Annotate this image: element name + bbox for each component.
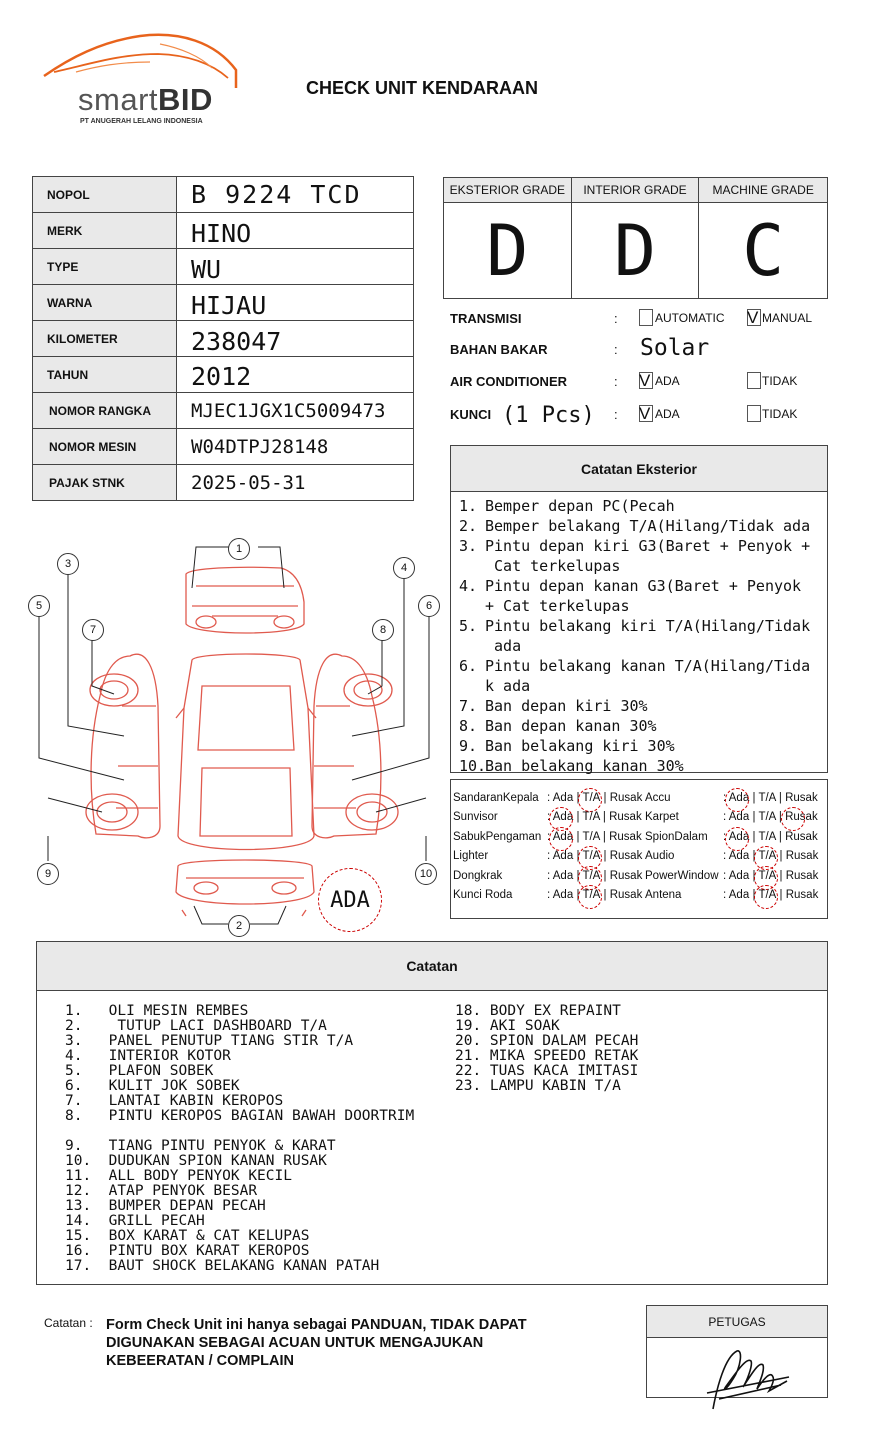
info-value: 2025-05-31: [177, 465, 414, 501]
accessory-options: [723, 870, 818, 882]
option-separator: |: [576, 850, 580, 863]
exterior-note-text: Bemper depan PC(Pecah: [485, 497, 675, 515]
callout-3: 3: [57, 553, 79, 575]
spec-label: BAHAN BAKAR: [450, 342, 548, 357]
accessory-colon: :: [547, 889, 551, 901]
grade-exterior: [444, 178, 572, 298]
info-label: WARNA: [33, 285, 177, 321]
accessory-option-label: T/A: [758, 830, 776, 843]
info-row: [33, 393, 414, 429]
spec-label: TRANSMISI: [450, 311, 522, 326]
accessory-option-rusak[interactable]: [786, 870, 819, 882]
accessory-option-label: Ada: [728, 869, 750, 882]
car-swoosh-logo-icon: [40, 28, 240, 88]
option-separator: |: [752, 850, 756, 863]
selected-circle-icon: [725, 827, 749, 851]
accessory-option-label: Rusak: [785, 830, 818, 843]
car-outline-diagram: [26, 536, 446, 936]
accessory-option-label: T/A: [758, 811, 776, 824]
accessory-row: [451, 889, 827, 907]
accessory-option-ada[interactable]: [729, 889, 749, 901]
accessory-option-label: Ada: [728, 830, 750, 843]
accessory-row: [451, 811, 827, 829]
exterior-note-item: [459, 536, 827, 556]
spec-kunci: [450, 403, 830, 427]
grade-value: D: [613, 209, 657, 292]
selected-circle-icon: [754, 885, 778, 909]
general-notes-left: 1. OLI MESIN REMBES 2. TUTUP LACI DASHBOARD T/A 3. PANEL PENUTUP TIANG STIR T/A 4. INTERIOR KOTOR 5. PLAFON SOBEK 6. KULIT JOK SOBEK 7. LANTAI KABIN KEROPOS 8. PINTU KEROPOS BAGIAN BAWAH DOORTRIM 9. TIANG PINTU PENYOK & KARAT 10. DUDUKAN SPION KANAN RUSAK 11. ALL BODY PENYOK KECIL 12. ATAP PENYOK BESAR 13. BUMPER DEPAN PECAH 14. GRILL PECAH 15. BOX KARAT & CAT KELUPAS 16. PINTU BOX KARAT KEROPOS 17. BAUT SHOCK BELAKANG KANAN PATAH: [65, 1003, 415, 1274]
spec-colon: :: [614, 407, 618, 422]
spec-colon: :: [614, 311, 618, 326]
accessory-row: [451, 850, 827, 868]
accessories-panel: [450, 779, 828, 919]
exterior-note-number: 3.: [459, 537, 478, 555]
accessory-option-label: Rusak: [785, 811, 818, 824]
accessory-option-label: Rusak: [609, 811, 642, 824]
manual-label: MANUAL: [762, 311, 813, 325]
accessory-colon: :: [547, 869, 551, 882]
accessory-option-label: Rusak: [609, 792, 643, 804]
exterior-note-text: Pintu belakang kanan T/A(Hilang/Tida: [485, 657, 811, 675]
accessory-option-label: Ada: [728, 792, 750, 804]
general-notes-right: 18. BODY EX REPAINT 19. AKI SOAK 20. SPION DALAM PECAH 21. MIKA SPEEDO RETAK 22. TUAS KACA IMITASI 23. LAMPU KABIN T/A: [455, 1003, 639, 1094]
accessory-option-label: Rusak: [609, 850, 643, 863]
accessory-colon: :: [723, 850, 727, 863]
document-title: CHECK UNIT KENDARAAN: [306, 78, 538, 98]
exterior-note-number: 9.: [459, 737, 478, 755]
info-value: W04DTPJ28148: [177, 429, 414, 465]
exterior-note-number: [459, 556, 485, 576]
accessory-option-label: Ada: [552, 811, 574, 824]
option-separator: |: [779, 850, 783, 863]
accessory-option-label: T/A: [582, 889, 601, 901]
exterior-note-item: [459, 576, 827, 596]
grade-label: INTERIOR GRADE: [572, 178, 699, 203]
exterior-note-text: Cat terkelupas: [485, 557, 621, 575]
accessory-option-label: Rusak: [609, 889, 643, 901]
accessory-option-ta[interactable]: [758, 792, 775, 804]
kunci-ada-checkbox[interactable]: [639, 405, 653, 422]
option-separator: |: [752, 830, 756, 843]
accessory-option-ada[interactable]: [729, 811, 749, 823]
callout-10: 10: [415, 863, 437, 885]
fuel-value: Solar: [640, 335, 710, 361]
accessory-name: Antena: [645, 889, 682, 901]
exterior-note-item: [459, 596, 827, 616]
option-separator: |: [576, 830, 580, 843]
info-label: KILOMETER: [33, 321, 177, 357]
accessory-name: SabukPengaman: [453, 830, 542, 843]
kunci-tidak-checkbox[interactable]: [747, 405, 761, 422]
accessory-options: [723, 792, 818, 804]
option-separator: |: [576, 792, 580, 804]
accessory-option-label: T/A: [582, 811, 600, 824]
exterior-note-number: [459, 676, 485, 696]
option-separator: |: [603, 792, 607, 804]
info-value: HIJAU: [177, 285, 414, 321]
option-separator: |: [602, 811, 606, 824]
check-mark-icon: V: [639, 404, 651, 423]
info-row: [33, 357, 414, 393]
ac-tidak-label: TIDAK: [762, 374, 798, 388]
option-separator: |: [576, 889, 580, 901]
accessory-options: [723, 889, 818, 901]
exterior-note-item: [459, 676, 827, 696]
info-value: 2012: [177, 357, 414, 393]
accessory-option-rusak[interactable]: [786, 889, 819, 901]
accessory-option-ada[interactable]: [729, 831, 749, 843]
accessory-option-label: Rusak: [785, 869, 819, 882]
accessory-option-label: T/A: [582, 850, 601, 863]
spec-ac: [450, 370, 830, 394]
accessory-option-label: Rusak: [609, 830, 642, 843]
exterior-note-number: 10.: [459, 757, 487, 775]
accessory-options: [723, 831, 818, 843]
exterior-note-item: [459, 656, 827, 676]
exterior-note-text: + Cat terkelupas: [485, 597, 630, 615]
general-notes-panel: [36, 941, 828, 1285]
accessory-option-ada[interactable]: [729, 850, 749, 862]
option-separator: |: [779, 889, 783, 901]
spec-bahan-bakar: [450, 335, 830, 362]
info-value: WU: [177, 249, 414, 285]
exterior-note-text: Pintu depan kiri G3(Baret + Penyok +: [485, 537, 811, 555]
logo-brand-prefix: smart: [78, 82, 158, 117]
accessory-colon: :: [547, 811, 551, 824]
info-value: 238047: [177, 321, 414, 357]
accessory-name: Lighter: [453, 850, 489, 863]
option-separator: |: [603, 889, 607, 901]
spec-label: AIR CONDITIONER: [450, 374, 567, 389]
exterior-note-item: [459, 716, 827, 736]
accessory-option-rusak[interactable]: [785, 831, 818, 843]
disclaimer-text: Form Check Unit ini hanya sebagai PANDUAN, TIDAK DAPAT DIGUNAKAN SEBAGAI ACUAN UNTUK MENGAJUKAN KEBEERATAN / COMPLAIN: [106, 1317, 527, 1369]
officer-signature-box: [646, 1305, 828, 1398]
exterior-note-text: Ban depan kanan 30%: [485, 717, 657, 735]
exterior-note-text: k ada: [485, 677, 531, 695]
accessory-option-label: T/A: [582, 830, 600, 843]
info-row: [33, 285, 414, 321]
accessory-option-label: T/A: [758, 792, 776, 804]
ac-ada-checkbox[interactable]: [639, 372, 653, 389]
exterior-notes-list: [451, 492, 827, 776]
accessory-colon: :: [723, 811, 727, 824]
selected-circle-icon: [778, 807, 805, 831]
accessory-option-label: T/A: [758, 889, 777, 901]
accessory-option-label: Ada: [728, 811, 750, 824]
option-separator: |: [752, 889, 756, 901]
grade-value: C: [742, 209, 785, 292]
accessory-name: SandaranKepala: [453, 792, 539, 804]
option-separator: |: [603, 850, 607, 863]
callout-4: 4: [393, 557, 415, 579]
callout-8: 8: [372, 619, 394, 641]
info-row: [33, 429, 414, 465]
info-value: MJEC1JGX1C5009473: [177, 393, 414, 429]
option-separator: |: [778, 792, 782, 804]
signature-icon: [647, 1337, 827, 1417]
accessory-option-label: Ada: [552, 850, 574, 863]
accessory-option-label: T/A: [758, 869, 777, 882]
accessory-option-label: Ada: [552, 792, 574, 804]
spec-colon: :: [614, 374, 618, 389]
accessory-name: Dongkrak: [453, 869, 503, 882]
accessory-colon: :: [547, 830, 551, 843]
accessory-colon: :: [723, 792, 727, 804]
accessory-option-label: Rusak: [609, 869, 643, 882]
info-value: HINO: [177, 213, 414, 249]
accessory-option-ta[interactable]: [758, 889, 776, 901]
company-logo: [40, 28, 240, 128]
exterior-note-text: Bemper belakang T/A(Hilang/Tidak ada: [485, 517, 811, 535]
accessory-option-label: Ada: [552, 869, 574, 882]
accessory-name: SpionDalam: [645, 830, 708, 843]
accessory-option-label: T/A: [582, 869, 601, 882]
exterior-notes-panel: [450, 445, 828, 773]
exterior-notes-title: Catatan Eksterior: [451, 446, 827, 492]
grade-value: D: [486, 209, 529, 292]
exterior-note-text: Ban belakang kanan 30%: [485, 757, 684, 775]
accessory-option-label: Rusak: [785, 792, 818, 804]
grade-label: EKSTERIOR GRADE: [444, 178, 571, 203]
accessory-option-label: T/A: [582, 792, 601, 804]
automatic-label: AUTOMATIC: [655, 311, 725, 325]
accessory-name: Audio: [645, 850, 675, 863]
accessory-option-ta[interactable]: [758, 811, 775, 823]
exterior-note-item: [459, 636, 827, 656]
exterior-note-item: [459, 556, 827, 576]
accessory-option-ada[interactable]: [729, 870, 749, 882]
exterior-note-item: [459, 496, 827, 516]
info-row: [33, 249, 414, 285]
option-separator: |: [602, 830, 606, 843]
grade-interior: [572, 178, 700, 298]
exterior-note-text: Ban belakang kiri 30%: [485, 737, 675, 755]
logo-brand-suffix: BID: [158, 82, 213, 117]
info-row: [33, 465, 414, 501]
exterior-note-number: 7.: [459, 697, 478, 715]
accessory-colon: :: [547, 792, 551, 804]
automatic-checkbox[interactable]: [639, 309, 653, 326]
callout-9: 9: [37, 863, 59, 885]
exterior-note-number: 2.: [459, 517, 478, 535]
accessory-colon: :: [723, 830, 727, 843]
check-mark-icon: V: [747, 308, 759, 327]
option-separator: |: [779, 869, 783, 882]
info-label: NOMOR MESIN: [33, 429, 177, 465]
spec-label: KUNCI: [450, 407, 492, 422]
accessory-option-label: Ada: [728, 889, 750, 901]
option-separator: |: [603, 869, 607, 882]
option-separator: |: [752, 869, 756, 882]
kunci-ada-label: ADA: [655, 407, 680, 421]
exterior-note-item: [459, 696, 827, 716]
grade-table: [443, 177, 828, 299]
officer-label: PETUGAS: [647, 1306, 827, 1338]
option-separator: |: [576, 869, 580, 882]
option-separator: |: [752, 792, 756, 804]
accessory-name: Accu: [645, 792, 671, 804]
exterior-note-item: [459, 736, 827, 756]
exterior-note-number: 6.: [459, 657, 478, 675]
exterior-note-number: 8.: [459, 717, 478, 735]
accessory-options: [723, 811, 818, 823]
selected-circle-icon: [725, 788, 749, 812]
accessory-option-rusak[interactable]: [786, 850, 819, 862]
info-label: TAHUN: [33, 357, 177, 393]
exterior-note-text: Pintu belakang kiri T/A(Hilang/Tidak: [485, 617, 811, 635]
spec-colon: :: [614, 342, 618, 357]
option-separator: |: [778, 811, 782, 824]
accessory-name: Kunci Roda: [453, 889, 513, 901]
callout-6: 6: [418, 595, 440, 617]
spare-tire-stamp: ADA: [318, 868, 382, 932]
accessory-option-rusak[interactable]: [785, 792, 818, 804]
accessory-name: Sunvisor: [453, 811, 498, 824]
callout-5: 5: [28, 595, 50, 617]
accessory-option-ta[interactable]: [758, 831, 775, 843]
accessory-option-ta[interactable]: [758, 850, 776, 862]
grade-machine: [699, 178, 827, 298]
option-separator: |: [752, 811, 756, 824]
exterior-note-text: Ban depan kiri 30%: [485, 697, 648, 715]
accessory-row: [451, 792, 827, 810]
info-label: NOMOR RANGKA: [33, 393, 177, 429]
info-value: B 9224 TCD: [177, 177, 414, 213]
accessory-row: [451, 870, 827, 888]
kunci-tidak-label: TIDAK: [762, 407, 798, 421]
info-row: [33, 213, 414, 249]
exterior-note-text: Pintu depan kanan G3(Baret + Penyok: [485, 577, 802, 595]
check-mark-icon: V: [639, 371, 651, 390]
callout-2: 2: [228, 915, 250, 937]
option-separator: |: [778, 830, 782, 843]
accessory-colon: :: [723, 889, 727, 901]
accessory-option-label: Rusak: [785, 889, 819, 901]
grade-label: MACHINE GRADE: [699, 178, 827, 203]
exterior-note-number: 4.: [459, 577, 478, 595]
accessory-colon: :: [723, 869, 727, 882]
accessory-name: PowerWindow: [645, 869, 719, 882]
callout-1: 1: [228, 538, 250, 560]
footer-label: Catatan :: [44, 1316, 93, 1330]
vehicle-info-table: [32, 176, 414, 501]
accessory-option-label: Rusak: [785, 850, 819, 863]
option-separator: |: [576, 811, 580, 824]
info-row: [33, 321, 414, 357]
exterior-note-item: [459, 516, 827, 536]
callout-7: 7: [82, 619, 104, 641]
accessory-colon: :: [547, 850, 551, 863]
logo-company-name: PT ANUGERAH LELANG INDONESIA: [80, 118, 203, 125]
manual-checkbox[interactable]: [747, 309, 761, 326]
accessory-option-label: Ada: [552, 889, 574, 901]
accessory-option-rusak[interactable]: [785, 811, 818, 823]
spec-transmisi: [450, 307, 830, 331]
ac-tidak-checkbox[interactable]: [747, 372, 761, 389]
exterior-note-text: ada: [485, 637, 522, 655]
accessory-name: Karpet: [645, 811, 679, 824]
info-label: NOPOL: [33, 177, 177, 213]
exterior-note-item: [459, 756, 827, 776]
accessory-option-ta[interactable]: [758, 870, 776, 882]
exterior-note-item: [459, 616, 827, 636]
ac-ada-label: ADA: [655, 374, 680, 388]
info-label: TYPE: [33, 249, 177, 285]
info-label: PAJAK STNK: [33, 465, 177, 501]
exterior-note-number: 5.: [459, 617, 478, 635]
exterior-note-number: 1.: [459, 497, 478, 515]
accessory-option-ada[interactable]: [729, 792, 749, 804]
exterior-note-number: [459, 596, 485, 616]
exterior-note-number: [459, 636, 485, 656]
accessory-options: [723, 850, 818, 862]
accessory-option-label: T/A: [758, 850, 777, 863]
accessory-option-label: Ada: [552, 830, 574, 843]
general-notes-title: Catatan: [37, 942, 827, 991]
info-label: MERK: [33, 213, 177, 249]
accessory-option-label: Ada: [728, 850, 750, 863]
info-row: [33, 177, 414, 213]
vehicle-damage-diagram: [26, 536, 446, 936]
key-count: (1 Pcs): [502, 403, 595, 428]
